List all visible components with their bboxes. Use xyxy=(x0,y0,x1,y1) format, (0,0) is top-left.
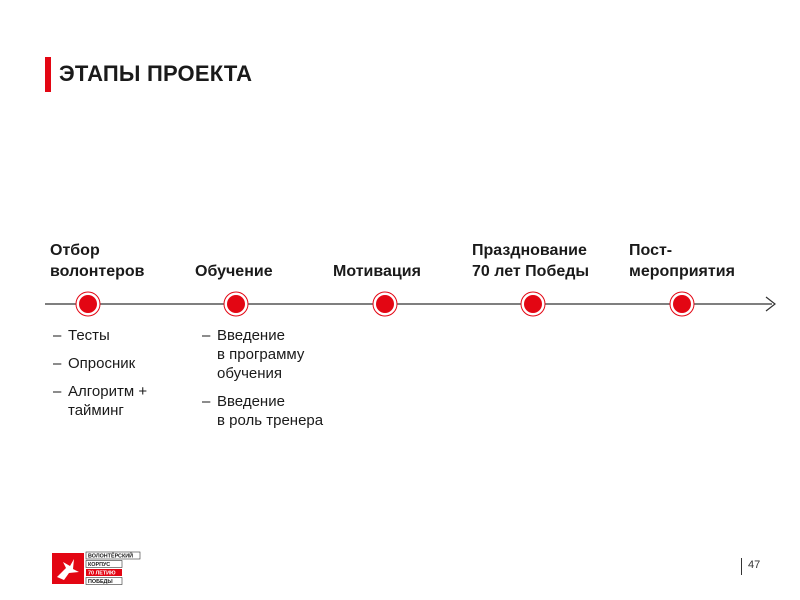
list-item xyxy=(53,326,147,345)
list-item xyxy=(53,354,147,373)
logo-line: ВОЛОНТЁРСКИЙ xyxy=(88,553,133,560)
stage-training-details xyxy=(202,326,323,439)
logo-line: КОРПУС xyxy=(88,562,111,569)
stage-label-line: Обучение xyxy=(195,263,273,280)
stage-label-training xyxy=(195,240,273,282)
list-item xyxy=(202,392,323,430)
timeline-marker-dot xyxy=(524,295,542,313)
stage-selection-details xyxy=(53,326,147,429)
list-item-text: Введение xyxy=(217,393,285,410)
page-number-divider xyxy=(741,558,742,575)
timeline-marker xyxy=(670,292,694,316)
list-item-text: Опросник xyxy=(68,355,136,372)
stage-label-line: 70 лет Победы xyxy=(472,263,590,280)
timeline-marker-dot xyxy=(673,295,691,313)
stage-label-line: Празднование xyxy=(472,242,587,259)
list-item-text: Введение xyxy=(217,327,285,344)
stage-label-line xyxy=(195,240,273,261)
stage-label-line: Мотивация xyxy=(333,263,421,280)
logo-line: ПОБЕДЫ xyxy=(88,579,113,586)
list-item-text: Алгоритм + xyxy=(68,383,148,400)
stage-label-line: Пост- xyxy=(629,242,673,259)
stage-label-post-events xyxy=(629,240,735,282)
volunteer-corps-logo xyxy=(52,550,142,586)
list-item-text: обучения xyxy=(217,365,283,382)
stage-label-selection xyxy=(50,240,145,282)
bullet-dash: – xyxy=(53,383,62,400)
timeline-marker xyxy=(224,292,248,316)
timeline-marker-dot xyxy=(79,295,97,313)
stage-label-line: Отбор xyxy=(50,242,100,259)
bullet-dash: – xyxy=(53,355,62,372)
page-title: ЭТАПЫ ПРОЕКТА xyxy=(59,61,253,86)
stage-label-line xyxy=(333,240,421,261)
timeline-marker-dot xyxy=(376,295,394,313)
bullet-dash: – xyxy=(202,327,211,344)
timeline-marker xyxy=(373,292,397,316)
list-item xyxy=(53,382,147,420)
stage-label-line: волонтеров xyxy=(50,263,145,280)
page-number: 47 xyxy=(748,559,761,571)
list-item-text: в программу xyxy=(217,346,305,363)
timeline-marker xyxy=(521,292,545,316)
bullet-dash: – xyxy=(202,393,211,410)
bullet-dash: – xyxy=(53,327,62,344)
stage-label-line: мероприятия xyxy=(629,263,735,280)
stage-label-celebration xyxy=(472,240,589,282)
list-item-text: Тесты xyxy=(68,327,110,344)
list-item-text: тайминг xyxy=(68,402,124,419)
timeline-marker-dot xyxy=(227,295,245,313)
timeline-marker xyxy=(76,292,100,316)
logo-line: 70 ЛЕТИЮ xyxy=(88,570,116,577)
list-item-text: в роль тренера xyxy=(217,412,324,429)
list-item xyxy=(202,326,323,383)
stage-label-motivation xyxy=(333,240,421,282)
